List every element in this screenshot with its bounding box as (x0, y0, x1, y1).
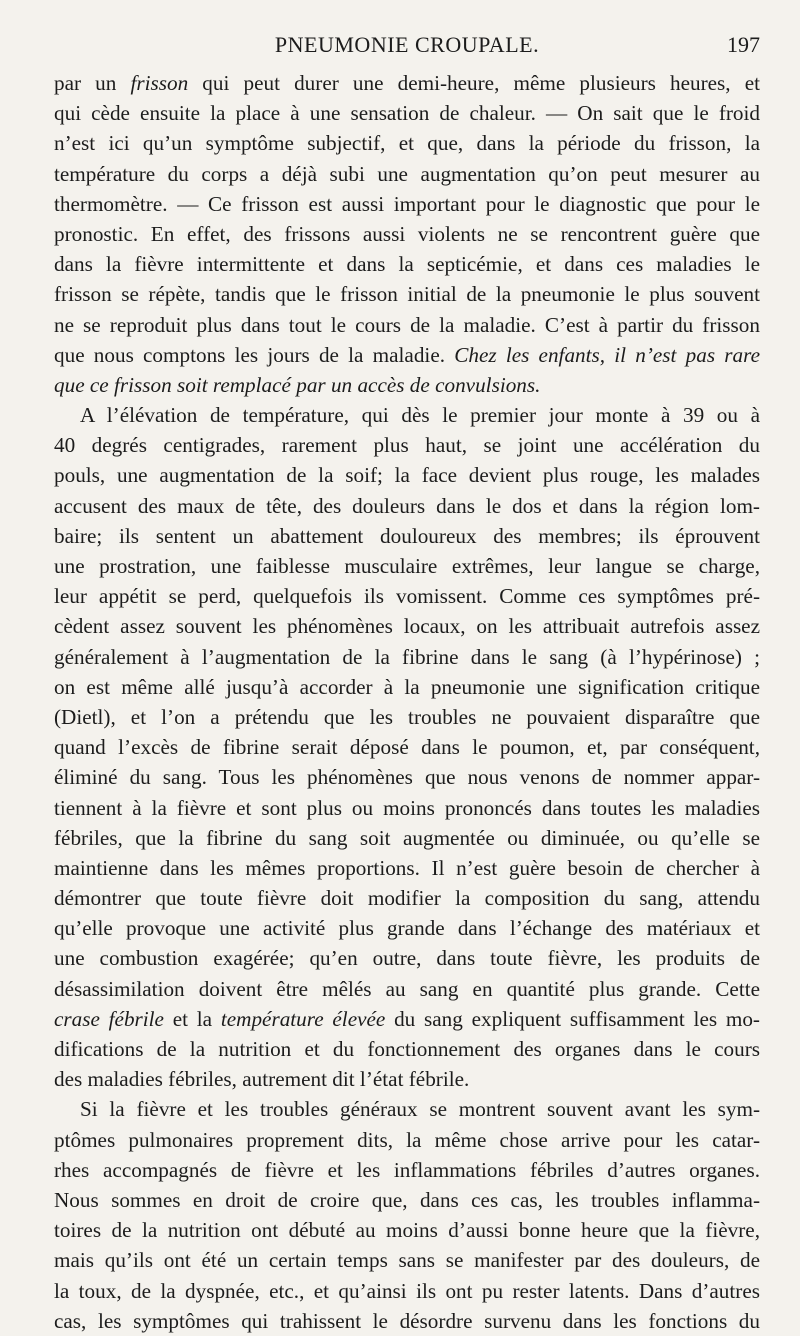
text-line: pronostic. En effet, des frissons aussi violents ne se rencontrent guère que (54, 221, 760, 246)
text-line: rhes accompagnés de fièvre et les inflammations fébriles d’autres organes. (54, 1157, 760, 1182)
text-line: ptômes pulmonaires proprement dits, la même chose arrive pour les catar- (54, 1127, 760, 1152)
text-line: ne se reproduit plus dans tout le cours de la maladie. C’est à partir du frisson (54, 312, 760, 337)
text-line: crase fébrile et la température élevée du sang expliquent suffisamment les mo- (54, 1006, 760, 1031)
text-line: désassimilation doivent être mêlés au sang en quantité plus grande. Cette (54, 976, 760, 1001)
text-line: baire; ils sentent un abattement douloureux des membres; ils éprouvent (54, 523, 760, 548)
text-line: 40 degrés centigrades, rarement plus haut, se joint une accélération du (54, 433, 760, 458)
body-text (54, 68, 760, 1336)
text-line: qu’elle provoque une activité plus grande dans l’échange des matériaux et (54, 916, 760, 941)
running-head (54, 24, 760, 64)
text-line: A l’élévation de température, qui dès le premier jour monte à 39 ou à (80, 403, 760, 428)
text-line: tiennent à la fièvre et sont plus ou moins prononcés dans toutes les maladies (54, 795, 760, 820)
text-line: on est même allé jusqu’à accorder à la pneumonie une signification critique (54, 674, 760, 699)
text-line: la toux, de la dyspnée, etc., et qu’ainsi ils ont pu rester latents. Dans d’autres (54, 1278, 760, 1303)
text-line: démontrer que toute fièvre doit modifier la composition du sang, attendu (54, 886, 760, 911)
text-line: quand l’excès de fibrine serait déposé dans le poumon, et, par conséquent, (54, 735, 760, 760)
text-line: une combustion exagérée; qu’en outre, dans toute fièvre, les produits de (54, 946, 760, 971)
text-line: frisson se répète, tandis que le frisson initial de la pneumonie le plus souvent (54, 282, 760, 307)
text-line: une prostration, une faiblesse musculaire extrêmes, leur langue se charge, (54, 554, 760, 578)
text-line: mais qu’ils ont été un certain temps sans se manifester par des douleurs, de (54, 1248, 760, 1273)
text-line: leur appétit se perd, quelquefois ils vomissent. Comme ces symptômes pré- (54, 584, 760, 609)
text-line: dans la fièvre intermittente et dans la septicémie, et dans ces maladies le (54, 252, 760, 277)
text-line: difications de la nutrition et du fonctionnement des organes dans le cours (54, 1037, 760, 1061)
page-number: 197 (727, 32, 760, 57)
text-line: fébriles, que la fibrine du sang soit augmentée ou diminuée, ou qu’elle se (54, 825, 760, 850)
text-line: éliminé du sang. Tous les phénomènes que nous venons de nommer appar- (54, 765, 760, 790)
text-line: généralement à l’augmentation de la fibrine dans le sang (à l’hypérinose) ; (54, 644, 760, 669)
text-line: par un frisson qui peut durer une demi-heure, même plusieurs heures, et (54, 71, 760, 95)
text-line: toires de la nutrition ont débuté au moins d’aussi bonne heure que la fièvre, (54, 1218, 760, 1243)
text-line: des maladies fébriles, autrement dit l’état fébrile. (54, 1067, 470, 1092)
text-line: n’est ici qu’un symptôme subjectif, et que, dans la période du frisson, la (54, 131, 760, 156)
text-line: Si la fièvre et les troubles généraux se montrent souvent avant les sym- (80, 1097, 760, 1122)
text-line: thermomètre. — Ce frisson est aussi important pour le diagnostic que pour le (54, 191, 760, 216)
text-line: Nous sommes en droit de croire que, dans ces cas, les troubles inflamma- (54, 1187, 760, 1212)
text-line: que ce frisson soit remplacé par un accès de convulsions. (54, 372, 541, 397)
text-line: maintienne dans les mêmes proportions. Il n’est guère besoin de chercher à (54, 855, 760, 880)
text-line: cèdent assez souvent les phénomènes locaux, on les attribuait autrefois assez (54, 614, 760, 639)
running-title: PNEUMONIE CROUPALE. (274, 32, 540, 57)
text-line: température du corps a déjà subi une augmentation qu’on peut mesurer au (54, 161, 760, 186)
text-line: qui cède ensuite la place à une sensation de chaleur. — On sait que le froid (54, 101, 760, 126)
text-line: cas, les symptômes qui trahissent le désordre survenu dans les fonctions du (54, 1308, 760, 1333)
text-line: que nous comptons les jours de la maladie. Chez les enfants, il n’est pas rare (54, 342, 760, 367)
text-line: (Dietl), et l’on a prétendu que les troubles ne pouvaient disparaître que (54, 704, 760, 729)
text-line: accusent des maux de tête, des douleurs dans le dos et dans la région lom- (54, 493, 760, 518)
text-line: pouls, une augmentation de la soif; la face devient plus rouge, les malades (54, 463, 760, 488)
